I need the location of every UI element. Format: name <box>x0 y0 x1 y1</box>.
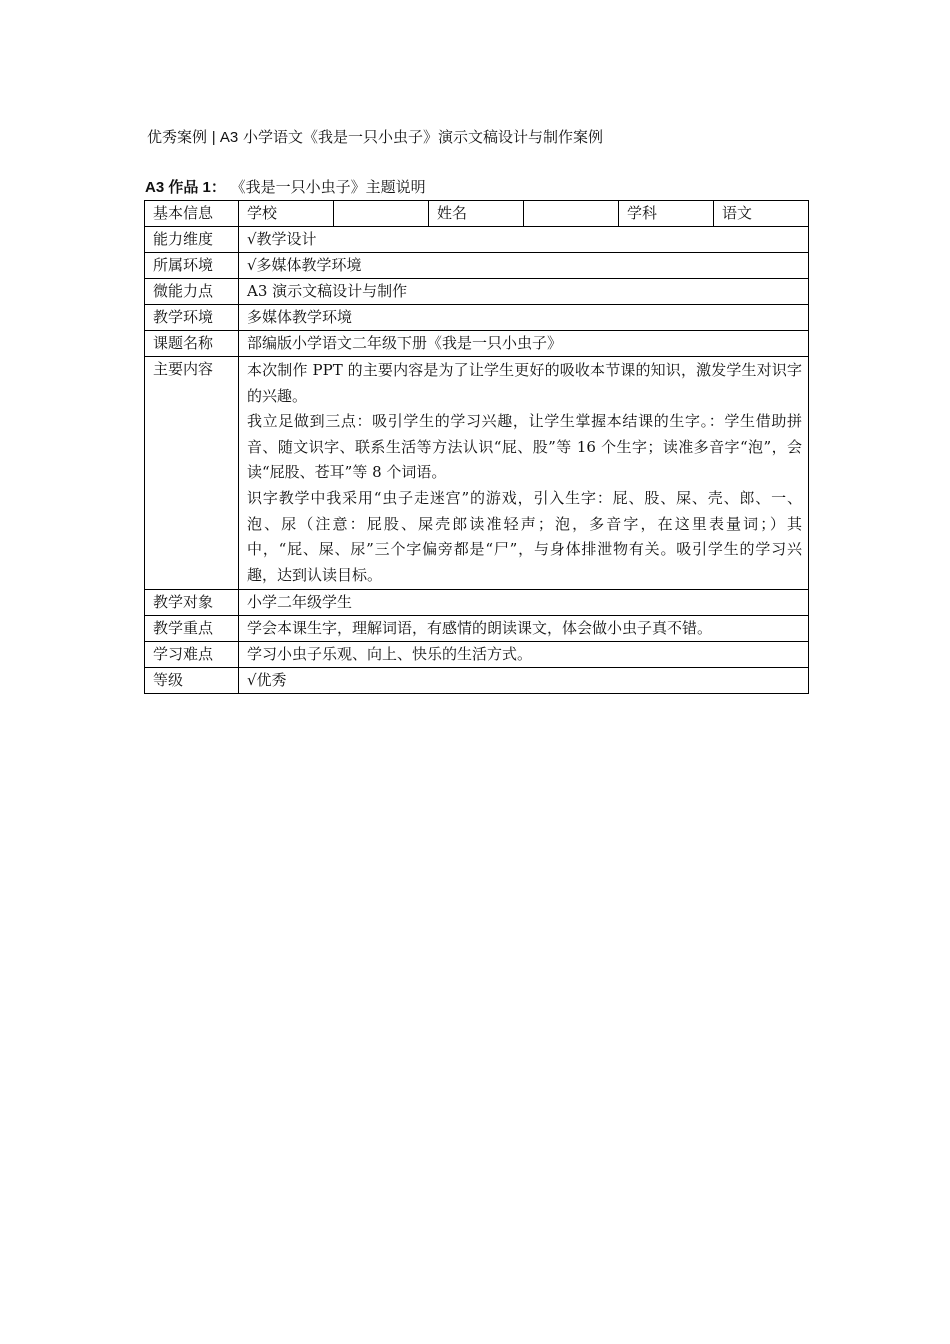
value-name <box>524 201 619 227</box>
label-name: 姓名 <box>429 201 524 227</box>
label-basic-info: 基本信息 <box>145 201 239 227</box>
row-label: 课题名称 <box>145 331 239 357</box>
table-row-grade <box>145 668 809 694</box>
header-title: 小学语文《我是一只小虫子》演示文稿设计与制作案例 <box>238 128 603 146</box>
row-value: √多媒体教学环境 <box>239 253 809 279</box>
caption-work-number: A3 作品 1： <box>145 179 226 196</box>
table-row-micro-ability <box>145 279 809 305</box>
table-row-ability <box>145 227 809 253</box>
row-value: A3 演示文稿设计与制作 <box>239 279 809 305</box>
row-value: 多媒体教学环境 <box>239 305 809 331</box>
main-content-paragraph-1: 本次制作 PPT 的主要内容是为了让学生更好的吸收本节课的知识，激发学生对识字的兴趣。 <box>247 361 802 405</box>
table-row-teaching-target <box>145 590 809 616</box>
table-caption <box>145 176 426 199</box>
row-value: 学会本课生字，理解词语，有感情的朗读课文，体会做小虫子真不错。 <box>239 616 809 642</box>
table-row-topic-name <box>145 331 809 357</box>
topic-info-table <box>144 200 809 694</box>
value-subject: 语文 <box>714 201 809 227</box>
row-value: √优秀 <box>239 668 809 694</box>
table-row-main-content <box>145 357 809 590</box>
row-label: 教学环境 <box>145 305 239 331</box>
row-label: 等级 <box>145 668 239 694</box>
table-row-basic-info <box>145 201 809 227</box>
row-value: 部编版小学语文二年级下册《我是一只小虫子》 <box>239 331 809 357</box>
table-row-environment <box>145 253 809 279</box>
main-content-cell <box>239 357 809 590</box>
caption-title: 《我是一只小虫子》主题说明 <box>225 178 426 196</box>
header-prefix: 优秀案例 <box>147 128 212 146</box>
table-row-teaching-environment <box>145 305 809 331</box>
row-label: 学习难点 <box>145 642 239 668</box>
row-label: 能力维度 <box>145 227 239 253</box>
label-school: 学校 <box>239 201 334 227</box>
row-value: 学习小虫子乐观、向上、快乐的生活方式。 <box>239 642 809 668</box>
row-label: 主要内容 <box>145 357 239 590</box>
row-label: 所属环境 <box>145 253 239 279</box>
document-header <box>147 126 603 149</box>
table-row-difficulties <box>145 642 809 668</box>
table-row-key-points <box>145 616 809 642</box>
row-label: 教学对象 <box>145 590 239 616</box>
row-value: √教学设计 <box>239 227 809 253</box>
row-label: 微能力点 <box>145 279 239 305</box>
label-subject: 学科 <box>619 201 714 227</box>
value-school <box>334 201 429 227</box>
main-content-paragraph-2: 我立足做到三点：吸引学生的学习兴趣，让学生掌握本结课的生字。：学生借助拼音、随文识字、联系生活等方法认识“屁、股”等 16 个生字；读准多音字“泡”，会读“屁股、苍耳”等 8 个词语。 <box>247 412 802 482</box>
main-content-paragraph-3: 识字教学中我采用“虫子走迷宫”的游戏，引入生字：屁、股、屎、壳、郎、一、泡、尿（注意：屁股、屎壳郎读准轻声；泡，多音字，在这里表量词；）其中，“屁、屎、尿”三个字偏旁都是“尸”，与身体排泄物有关。吸引学生的学习兴趣，达到认读目标。 <box>247 488 802 584</box>
header-separator: | A3 <box>211 129 239 146</box>
row-label: 教学重点 <box>145 616 239 642</box>
row-value: 小学二年级学生 <box>239 590 809 616</box>
